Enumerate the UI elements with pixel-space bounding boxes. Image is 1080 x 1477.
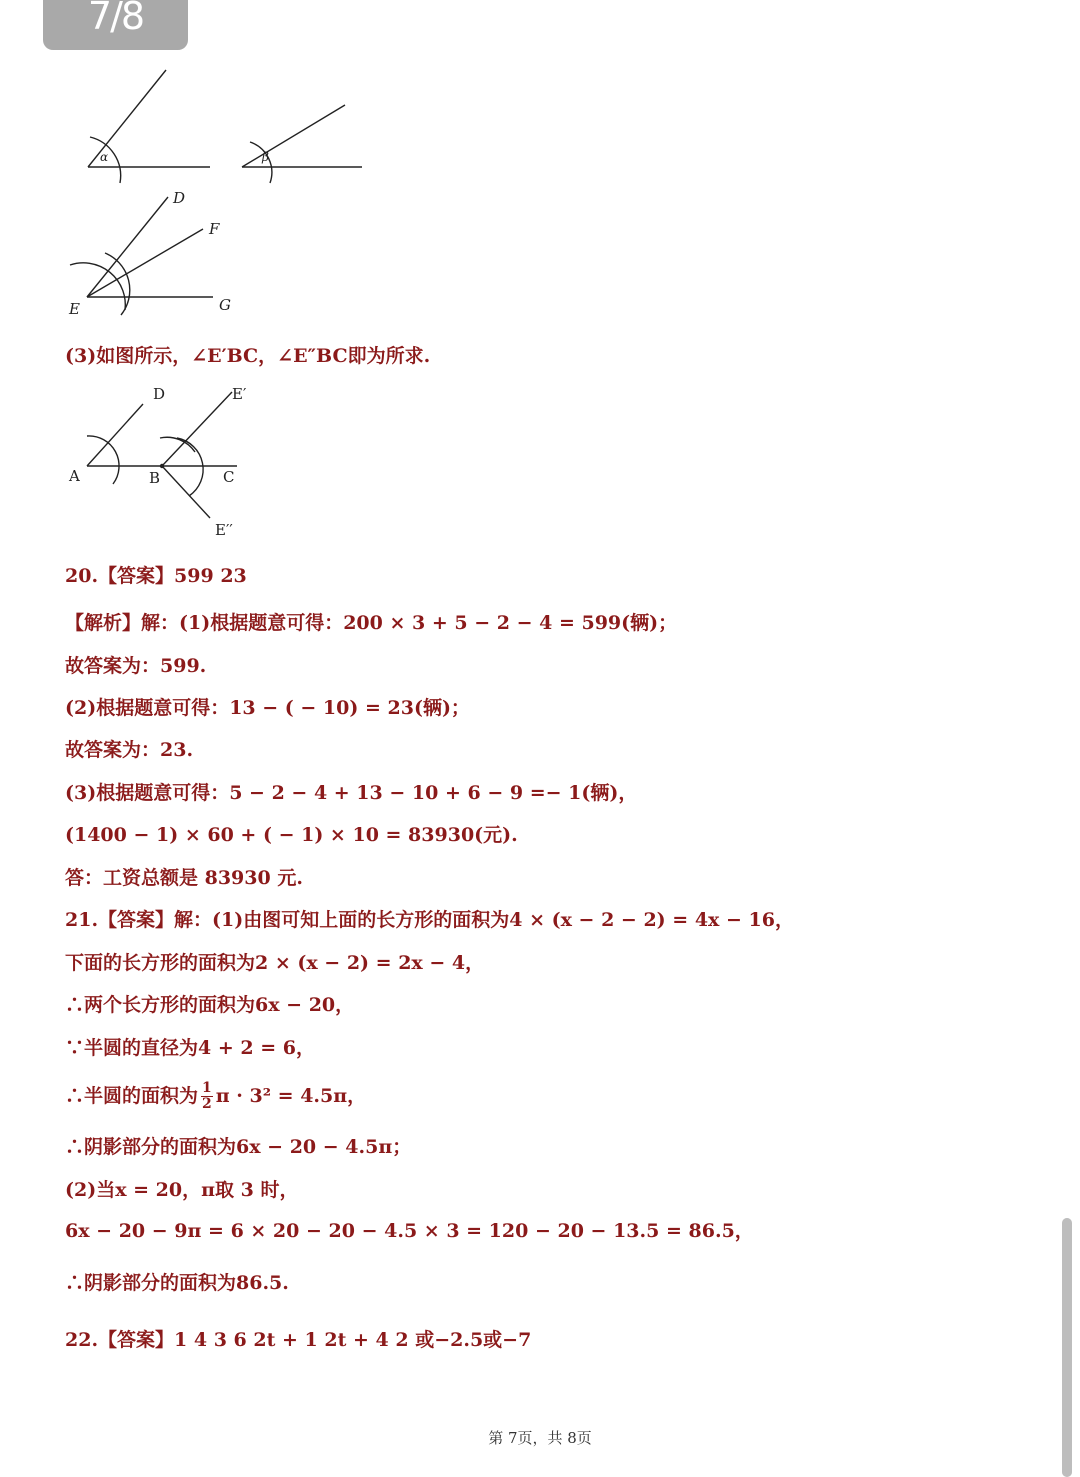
analysis-20-2: (2)根据题意可得：13 − ( − 10) = 23(辆)；: [65, 697, 470, 719]
alpha-label: α: [100, 150, 109, 164]
label-c: C: [223, 468, 235, 486]
label-d: D: [173, 189, 186, 207]
label-a: A: [69, 467, 80, 485]
semicircle-prefix: ∴半圆的面积为: [65, 1085, 199, 1107]
label-e-double-prime: E′′: [215, 521, 233, 539]
solution-line-3: (3)如图所示，∠E′BC，∠E″BC即为所求.: [65, 345, 431, 367]
label-e-prime: E′: [232, 385, 247, 403]
page-footer: 第 7页，共 8页: [488, 1429, 592, 1447]
scrollbar[interactable]: [1062, 1218, 1072, 1477]
scrollbar-thumb[interactable]: [1062, 1218, 1072, 1477]
angle-copy-figure: [65, 380, 275, 545]
analysis-20-1: 【解析】解：(1)根据题意可得：200 × 3 + 5 − 2 − 4 = 599(辆)；: [65, 612, 678, 634]
line-21-shaded: ∴阴影部分的面积为6x − 20 − 4.5π；: [65, 1136, 412, 1158]
page-indicator: 7/8: [43, 0, 188, 50]
line-21-3: ∴两个长方形的面积为6x − 20，: [65, 994, 355, 1016]
label-e: E: [69, 300, 80, 318]
answer-20-2: 故答案为：23.: [65, 739, 194, 761]
answer-20-1: 故答案为：599.: [65, 655, 207, 677]
answer-21: 21.【答案】解：(1)由图可知上面的长方形的面积为4 × (x − 2 − 2) = 4x − 16，: [65, 909, 794, 931]
line-21-part2: (2)当x = 20，π取 3 时，: [65, 1179, 299, 1201]
calc-20-3: (1400 − 1) × 60 + ( − 1) × 10 = 83930(元).: [65, 824, 518, 846]
line-21-result: ∴阴影部分的面积为86.5.: [65, 1272, 289, 1294]
label-f: F: [209, 220, 220, 238]
label-d: D: [153, 385, 166, 403]
label-g: G: [219, 296, 231, 314]
line-21-semicircle: [65, 1081, 366, 1112]
analysis-20-3: (3)根据题意可得：5 − 2 − 4 + 13 − 10 + 6 − 9 =− 1(辆)，: [65, 782, 638, 804]
beta-label: β: [262, 150, 269, 164]
label-b: B: [149, 469, 161, 487]
angle-construction-figure: [65, 185, 265, 325]
fraction-numerator: 1: [202, 1080, 212, 1096]
fraction-one-half: [201, 1081, 213, 1112]
answer-20: 20.【答案】599 23: [65, 565, 247, 587]
answer-20-3: 答：工资总额是 83930 元.: [65, 867, 303, 889]
line-21-calc: 6x − 20 − 9π = 6 × 20 − 20 − 4.5 × 3 = 120 − 20 − 13.5 = 86.5，: [65, 1220, 754, 1242]
semicircle-rest: π · 3² = 4.5π，: [215, 1085, 367, 1107]
line-21-4: ∵半圆的直径为4 + 2 = 6，: [65, 1037, 315, 1059]
fraction-denominator: 2: [202, 1096, 212, 1112]
line-21-2: 下面的长方形的面积为2 × (x − 2) = 2x − 4，: [65, 952, 485, 974]
answer-22: 22.【答案】1 4 3 6 2t + 1 2t + 4 2 或−2.5或−7: [65, 1329, 532, 1351]
angle-alpha-beta-figure: [80, 60, 380, 190]
